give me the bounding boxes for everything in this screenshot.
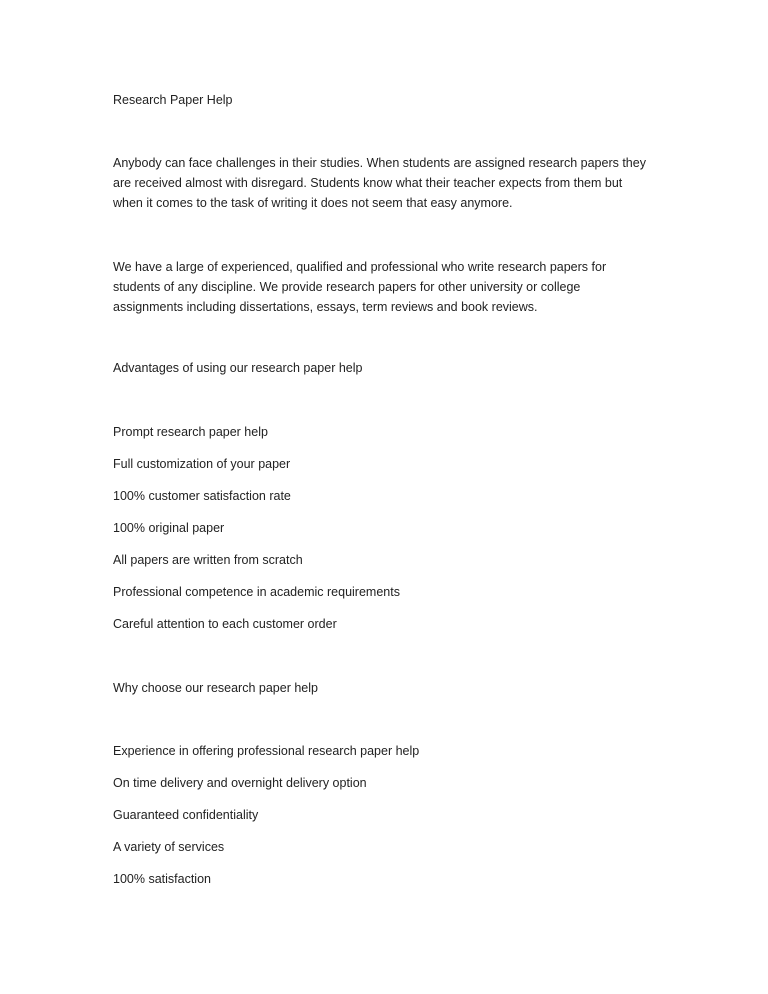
advantage-item: All papers are written from scratch	[113, 553, 303, 567]
why-choose-item: A variety of services	[113, 840, 225, 854]
advantage-item: Professional competence in academic requirements	[113, 585, 400, 599]
why-choose-item: Experience in offering professional research paper help	[113, 744, 420, 758]
services-line: students of any discipline. We provide research papers for other university or college	[113, 280, 581, 294]
services-paragraph	[113, 257, 673, 317]
why-choose-item: 100% satisfaction	[113, 872, 211, 886]
services-line: assignments including dissertations, essays, term reviews and book reviews.	[113, 300, 538, 314]
advantage-item: Careful attention to each customer order	[113, 617, 337, 631]
advantages-heading: Advantages of using our research paper help	[113, 361, 363, 375]
advantage-item: 100% original paper	[113, 521, 225, 535]
advantage-item: Prompt research paper help	[113, 425, 268, 439]
intro-line: Anybody can face challenges in their studies. When students are assigned research papers they	[113, 156, 646, 170]
advantage-item: 100% customer satisfaction rate	[113, 489, 291, 503]
services-line: We have a large of experienced, qualified and professional who write research papers for	[113, 260, 607, 274]
advantage-item: Full customization of your paper	[113, 457, 291, 471]
why-choose-item: Guaranteed confidentiality	[113, 808, 259, 822]
document-title: Research Paper Help	[113, 93, 233, 107]
why-choose-heading: Why choose our research paper help	[113, 681, 318, 695]
intro-paragraph	[113, 153, 673, 213]
why-choose-item: On time delivery and overnight delivery option	[113, 776, 367, 790]
intro-line: when it comes to the task of writing it does not seem that easy anymore.	[113, 196, 513, 210]
intro-line: are received almost with disregard. Students know what their teacher expects from them but	[113, 176, 623, 190]
